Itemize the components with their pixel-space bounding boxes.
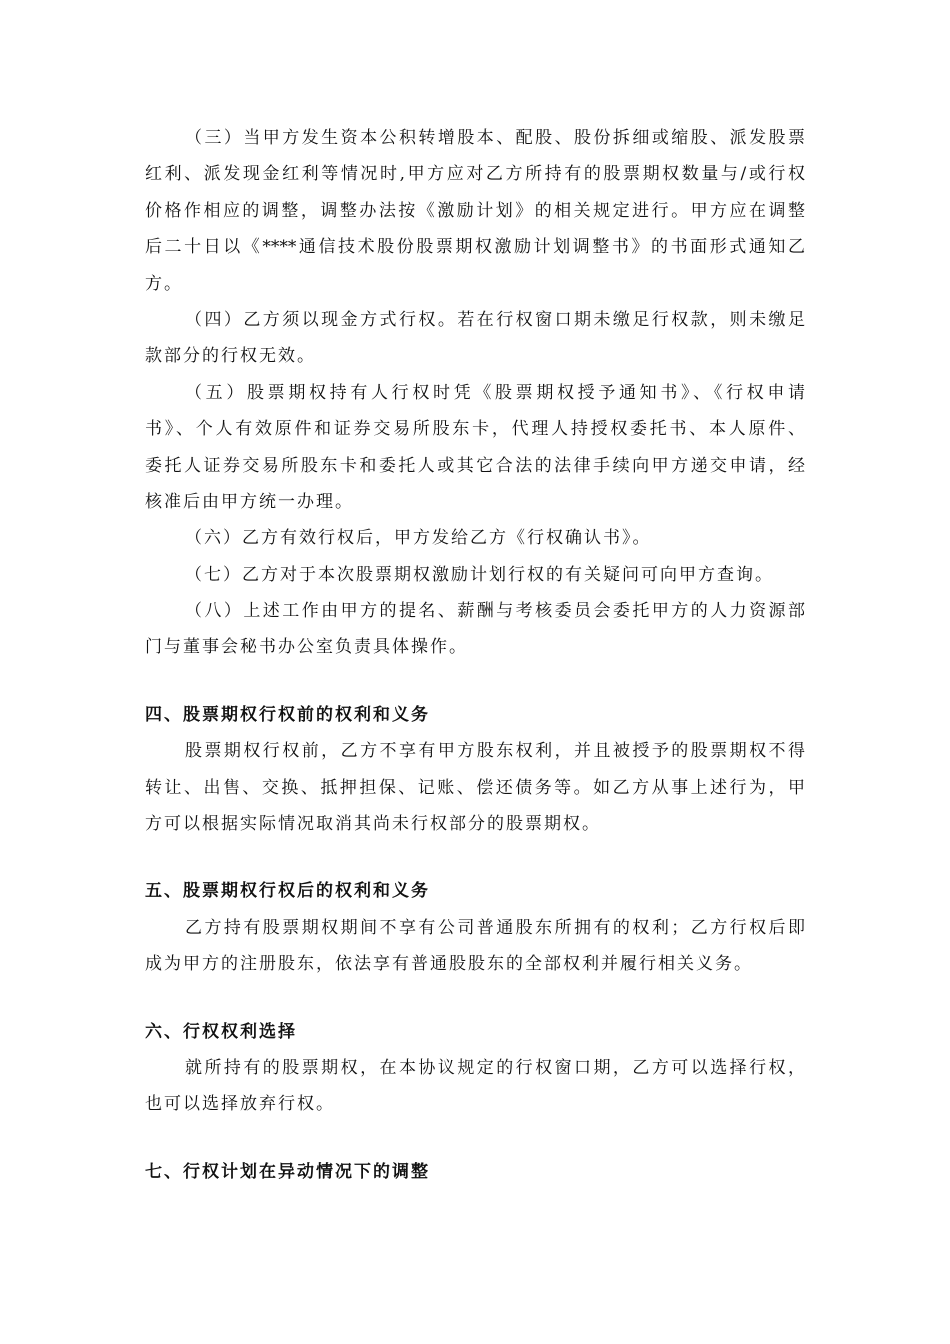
section-4-line-2: 转让、出售、交换、抵押担保、记账、偿还债务等。如乙方从事上述行为，甲	[145, 777, 805, 798]
clause-3-line-5: 方。	[145, 273, 183, 294]
section-6-heading: 六、行权权利选择	[145, 1021, 297, 1042]
section-4	[145, 697, 805, 843]
clause-7	[145, 557, 805, 593]
clause-5-line-4: 核准后由甲方统一办理。	[145, 491, 354, 512]
section-5	[145, 873, 805, 982]
clause-3-line-1: （三）当甲方发生资本公积转增股本、配股、股份拆细或缩股、派发股票	[185, 128, 805, 148]
clause-8-line-2: 门与董事会秘书办公室负责具体操作。	[145, 637, 468, 658]
clause-5-line-2: 书》、个人有效原件和证券交易所股东卡，代理人持授权委托书、本人原件、	[145, 419, 805, 440]
clause-5-line-1: （五）股票期权持有人行权时凭《股票期权授予通知书》、《行权申请	[185, 382, 805, 403]
section-6-line-2: 也可以选择放弃行权。	[145, 1094, 335, 1115]
section-6	[145, 1014, 805, 1123]
section-6-line-1: 就所持有的股票期权，在本协议规定的行权窗口期，乙方可以选择行权，	[185, 1057, 805, 1078]
clause-8	[145, 593, 805, 666]
clause-5	[145, 375, 805, 521]
clause-4	[145, 302, 805, 375]
clause-3-line-2: 红利、派发现金红利等情况时,甲方应对乙方所持有的股票期权数量与/或行权	[145, 164, 805, 185]
section-4-line-1: 股票期权行权前，乙方不享有甲方股东权利，并且被授予的股票期权不得	[185, 741, 805, 762]
section-5-line-1: 乙方持有股票期权期间不享有公司普通股东所拥有的权利；乙方行权后即	[185, 917, 805, 938]
clause-5-line-3: 委托人证券交易所股东卡和委托人或其它合法的法律手续向甲方递交申请，经	[145, 455, 805, 476]
clause-3-line-4: 后二十日以《****通信技术股份股票期权激励计划调整书》的书面形式通知乙	[145, 237, 805, 258]
section-4-heading: 四、股票期权行权前的权利和义务	[145, 704, 430, 725]
section-7-heading: 七、行权计划在异动情况下的调整	[145, 1161, 430, 1182]
clause-6	[145, 520, 805, 556]
clause-3	[145, 120, 805, 302]
clause-4-line-1: （四）乙方须以现金方式行权。若在行权窗口期未缴足行权款，则未缴足	[185, 309, 805, 330]
clause-7-line-1: （七）乙方对于本次股票期权激励计划行权的有关疑问可向甲方查询。	[185, 564, 774, 585]
clause-8-line-1: （八）上述工作由甲方的提名、薪酬与考核委员会委托甲方的人力资源部	[185, 601, 805, 622]
clause-6-line-1: （六）乙方有效行权后，甲方发给乙方《行权确认书》。	[185, 528, 652, 549]
clause-4-line-2: 款部分的行权无效。	[145, 346, 316, 367]
section-4-line-3: 方可以根据实际情况取消其尚未行权部分的股票期权。	[145, 814, 601, 835]
section-5-line-2: 成为甲方的注册股东，依法享有普通股股东的全部权利并履行相关义务。	[145, 954, 753, 975]
document-body	[145, 120, 805, 1190]
clause-3-line-3: 价格作相应的调整，调整办法按《激励计划》的相关规定进行。甲方应在调整	[145, 200, 805, 221]
section-5-heading: 五、股票期权行权后的权利和义务	[145, 881, 430, 902]
section-7	[145, 1154, 805, 1190]
